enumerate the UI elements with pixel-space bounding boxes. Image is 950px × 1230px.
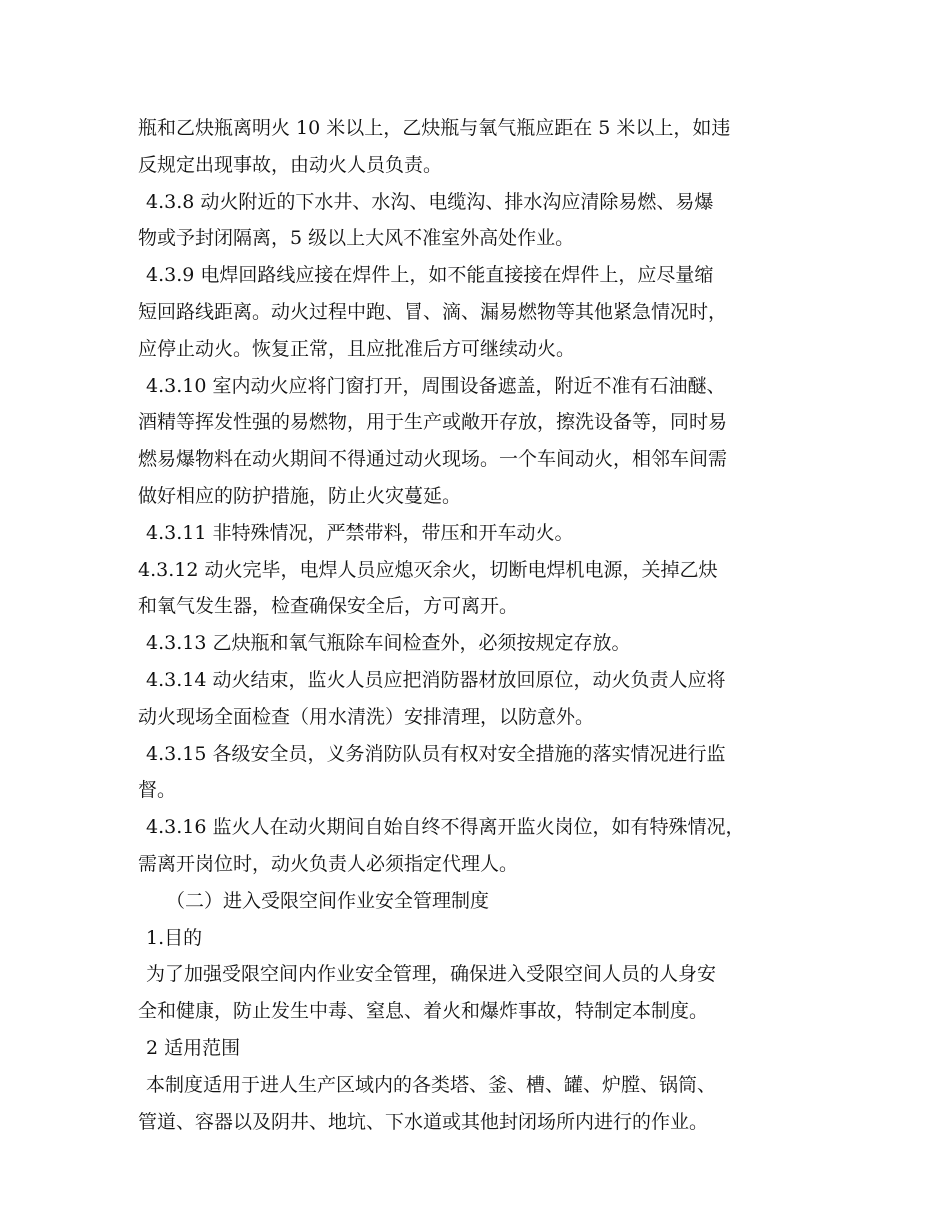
text-line: 应停止动火。恢复正常，且应批准后方可继续动火。 bbox=[138, 337, 576, 360]
text-line: 燃易爆物料在动火期间不得通过动火现场。一个车间动火，相邻车间需 bbox=[138, 448, 728, 471]
text-line: 反规定出现事故，由动火人员负责。 bbox=[138, 153, 443, 176]
text-line: 做好相应的防护措施，防止火灾蔓延。 bbox=[138, 484, 462, 507]
document-body bbox=[138, 110, 828, 1140]
clause-4-3-15: 4.3.15 各级安全员，义务消防队员有权对安全措施的落实情况进行监 bbox=[146, 742, 726, 765]
text-line: 管道、容器以及阴井、地坑、下水道或其他封闭场所内进行的作业。 bbox=[138, 1110, 709, 1133]
clause-4-3-13: 4.3.13 乙炔瓶和氧气瓶除车间检查外，必须按规定存放。 bbox=[146, 632, 631, 655]
clause-4-3-12: 4.3.12 动火完毕，电焊人员应熄灭余火，切断电焊机电源，关掉乙炔 bbox=[138, 558, 718, 581]
clause-4-3-16: 4.3.16 监火人在动火期间自始自终不得离开监火岗位，如有特殊情况， bbox=[146, 816, 745, 839]
clause-4-3-14: 4.3.14 动火结束，监火人员应把消防器材放回原位，动火负责人应将 bbox=[146, 668, 726, 691]
text-line: 和氧气发生器，检查确保安全后，方可离开。 bbox=[138, 595, 519, 618]
section-heading: （二）进入受限空间作业安全管理制度 bbox=[166, 889, 490, 912]
text-line: 全和健康，防止发生中毒、窒息、着火和爆炸事故，特制定本制度。 bbox=[138, 1000, 709, 1023]
text-line: 酒精等挥发性强的易燃物，用于生产或敞开存放，擦洗设备等，同时易 bbox=[138, 411, 728, 434]
text-line: 为了加强受限空间内作业安全管理，确保进入受限空间人员的人身安 bbox=[146, 963, 717, 986]
clause-4-3-10: 4.3.10 室内动火应将门窗打开，周围设备遮盖，附近不准有石油醚、 bbox=[146, 374, 726, 397]
text-line: 瓶和乙炔瓶离明火 10 米以上，乙炔瓶与氧气瓶应距在 5 米以上，如违 bbox=[138, 117, 731, 139]
clause-4-3-11: 4.3.11 非特殊情况，严禁带料，带压和开车动火。 bbox=[146, 521, 574, 544]
text-line: 短回路线距离。动火过程中跑、冒、滴、漏易燃物等其他紧急情况时， bbox=[138, 300, 728, 323]
text-line: 动火现场全面检查（用水清洗）安排清理，以防意外。 bbox=[138, 705, 595, 728]
subheading-purpose: 1.目的 bbox=[146, 926, 203, 949]
text-line: 物或予封闭隔离，5 级以上大风不准室外高处作业。 bbox=[138, 227, 575, 250]
clause-4-3-8: 4.3.8 动火附近的下水井、水沟、电缆沟、排水沟应清除易燃、易爆 bbox=[146, 190, 714, 213]
clause-4-3-9: 4.3.9 电焊回路线应接在焊件上，如不能直接接在焊件上，应尽量缩 bbox=[146, 264, 714, 287]
text-line: 需离开岗位时，动火负责人必须指定代理人。 bbox=[138, 852, 519, 875]
text-line: 本制度适用于进人生产区域内的各类塔、釜、槽、罐、炉膛、锅筒、 bbox=[146, 1073, 717, 1096]
subheading-scope: 2 适用范围 bbox=[146, 1036, 241, 1059]
text-line: 督。 bbox=[138, 779, 177, 802]
